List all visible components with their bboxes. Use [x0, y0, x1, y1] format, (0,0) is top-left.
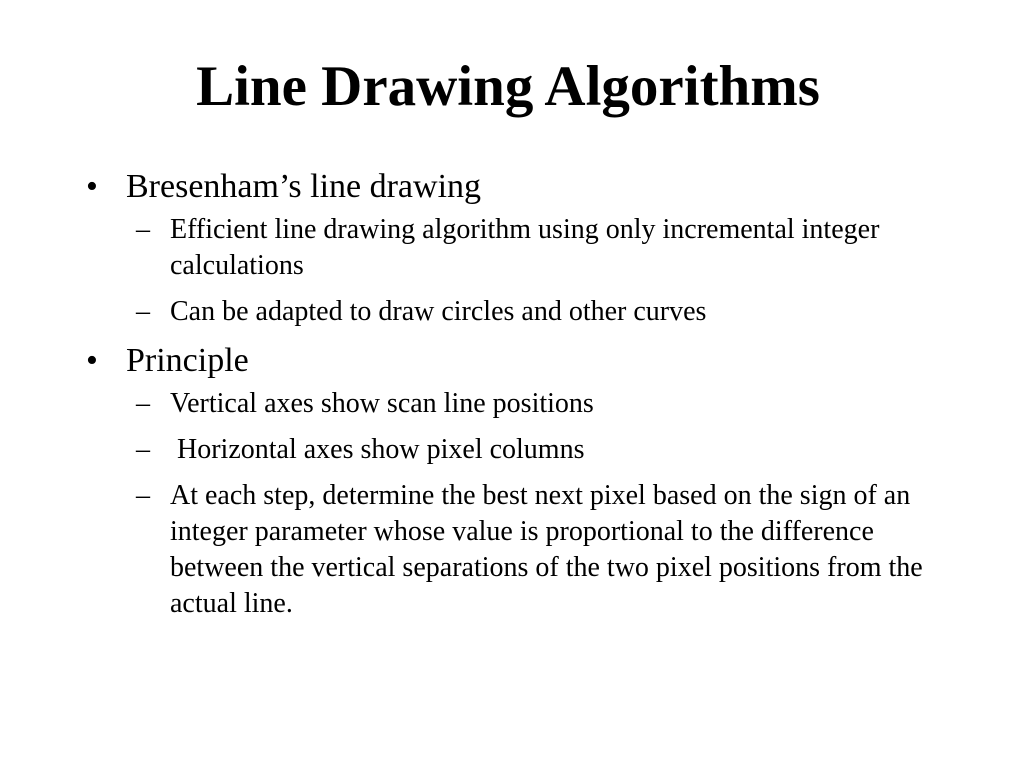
dash-marker: –: [136, 434, 150, 465]
dash-marker: –: [136, 296, 150, 327]
bullet-item-principle: [86, 340, 946, 382]
sub-bullet-text: Efficient line drawing algorithm using only incremental integer calculations: [170, 214, 887, 281]
sub-bullet-text: Horizontal axes show pixel columns: [170, 434, 585, 465]
bullet-text: Principle: [126, 342, 249, 379]
slide-title: Line Drawing Algorithms: [196, 55, 820, 118]
bullet-marker: •: [86, 168, 98, 205]
sub-bullet-item: [86, 294, 946, 330]
sub-bullet-list-bresenham: [86, 212, 946, 330]
bullet-list: [86, 166, 946, 632]
dash-marker: –: [136, 214, 150, 245]
sub-bullet-list-principle: [86, 386, 946, 622]
sub-bullet-text: At each step, determine the best next pixel based on the sign of an integer parameter whose value is proportional to the difference between the vertical separations of the two pixel positions from the actual line.: [170, 480, 930, 619]
sub-bullet-item: [86, 212, 946, 284]
dash-marker: –: [136, 480, 150, 511]
bullet-item-bresenham: [86, 166, 946, 208]
sub-bullet-item: [86, 386, 946, 422]
bullet-marker: •: [86, 342, 98, 379]
bullet-text: Bresenham’s line drawing: [126, 168, 482, 205]
sub-bullet-text: Can be adapted to draw circles and other curves: [170, 296, 707, 327]
sub-bullet-item: [86, 478, 946, 622]
dash-marker: –: [136, 388, 150, 419]
sub-bullet-item: [86, 432, 946, 468]
sub-bullet-text: Vertical axes show scan line positions: [170, 388, 594, 419]
